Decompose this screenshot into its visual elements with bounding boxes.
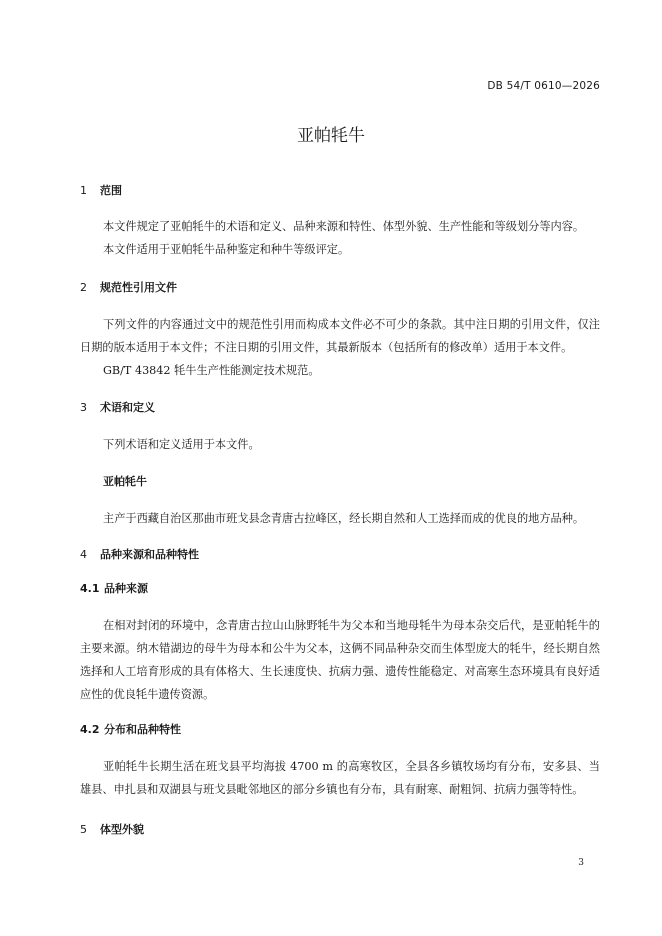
- subsection-title: 品种来源: [104, 582, 148, 595]
- section-3-heading: [80, 399, 155, 415]
- standard-code: DB 54/T 0610—2026: [487, 80, 600, 92]
- section-number: 4: [80, 548, 87, 561]
- section-number: 3: [80, 401, 87, 414]
- subsection-title: 分布和品种特性: [104, 723, 181, 736]
- section-4-1-paragraph: 在相对封闭的环境中，念青唐古拉山山脉野牦牛为父本和当地母牦牛为母本杂交后代，是亚帕牦牛的主要来源。纳木错湖边的母牛为母本和公牛为父本，这俩不同品种杂交而生体型庞大的牦牛，经长期自然选择和人工培育形成的具有体格大、生长速度快、抗病力强、遗传性能稳定、对高寒生态环境具有良好适应性的优良牦牛遗传资源。: [80, 619, 600, 701]
- section-2-paragraph-1: 下列文件的内容通过文中的规范性引用而构成本文件必不可少的条款。其中注日期的引用文件，仅注日期的版本适用于本文件；不注日期的引用文件，其最新版本（包括所有的修改单）适用于本文件。: [80, 318, 600, 354]
- term-name: 亚帕牦牛: [103, 475, 147, 488]
- section-2-heading: [80, 279, 177, 295]
- section-title: 范围: [100, 184, 122, 197]
- section-title: 体型外貌: [100, 823, 144, 836]
- section-1-heading: [80, 182, 122, 198]
- term-definition: 主产于西藏自治区那曲市班戈县念青唐古拉峰区，经长期自然和人工选择而成的优良的地方品种。: [103, 512, 585, 525]
- section-number: 1: [80, 184, 87, 197]
- section-title: 规范性引用文件: [100, 281, 177, 294]
- section-number: 2: [80, 281, 87, 294]
- section-1-paragraph-1: 本文件规定了亚帕牦牛的术语和定义、品种来源和特性、体型外貌、生产性能和等级划分等内容。: [103, 220, 585, 233]
- page-number: 3: [578, 858, 584, 868]
- section-3-paragraph-1: 下列术语和定义适用于本文件。: [103, 438, 260, 451]
- document-title: 亚帕牦牛: [297, 126, 365, 146]
- section-4-2-paragraph: 亚帕牦牛长期生活在班戈县平均海拔 4700 m 的高寒牧区，全县各乡镇牧场均有分布，安多县、当雄县、申扎县和双湖县与班戈县毗邻地区的部分乡镇也有分布，具有耐寒、耐粗饲、抗病力强等特性。: [80, 760, 600, 796]
- section-4-2-heading: [80, 721, 181, 737]
- section-4-1-heading: [80, 580, 148, 596]
- section-2-reference: GB/T 43842 牦牛生产性能测定技术规范。: [103, 364, 320, 377]
- section-title: 品种来源和品种特性: [100, 548, 199, 561]
- subsection-number: 4.2: [80, 723, 100, 736]
- section-title: 术语和定义: [100, 401, 155, 414]
- section-4-heading: [80, 546, 199, 562]
- section-1-paragraph-2: 本文件适用于亚帕牦牛品种鉴定和种牛等级评定。: [103, 243, 350, 256]
- subsection-number: 4.1: [80, 582, 100, 595]
- section-5-heading: [80, 821, 144, 837]
- section-number: 5: [80, 823, 87, 836]
